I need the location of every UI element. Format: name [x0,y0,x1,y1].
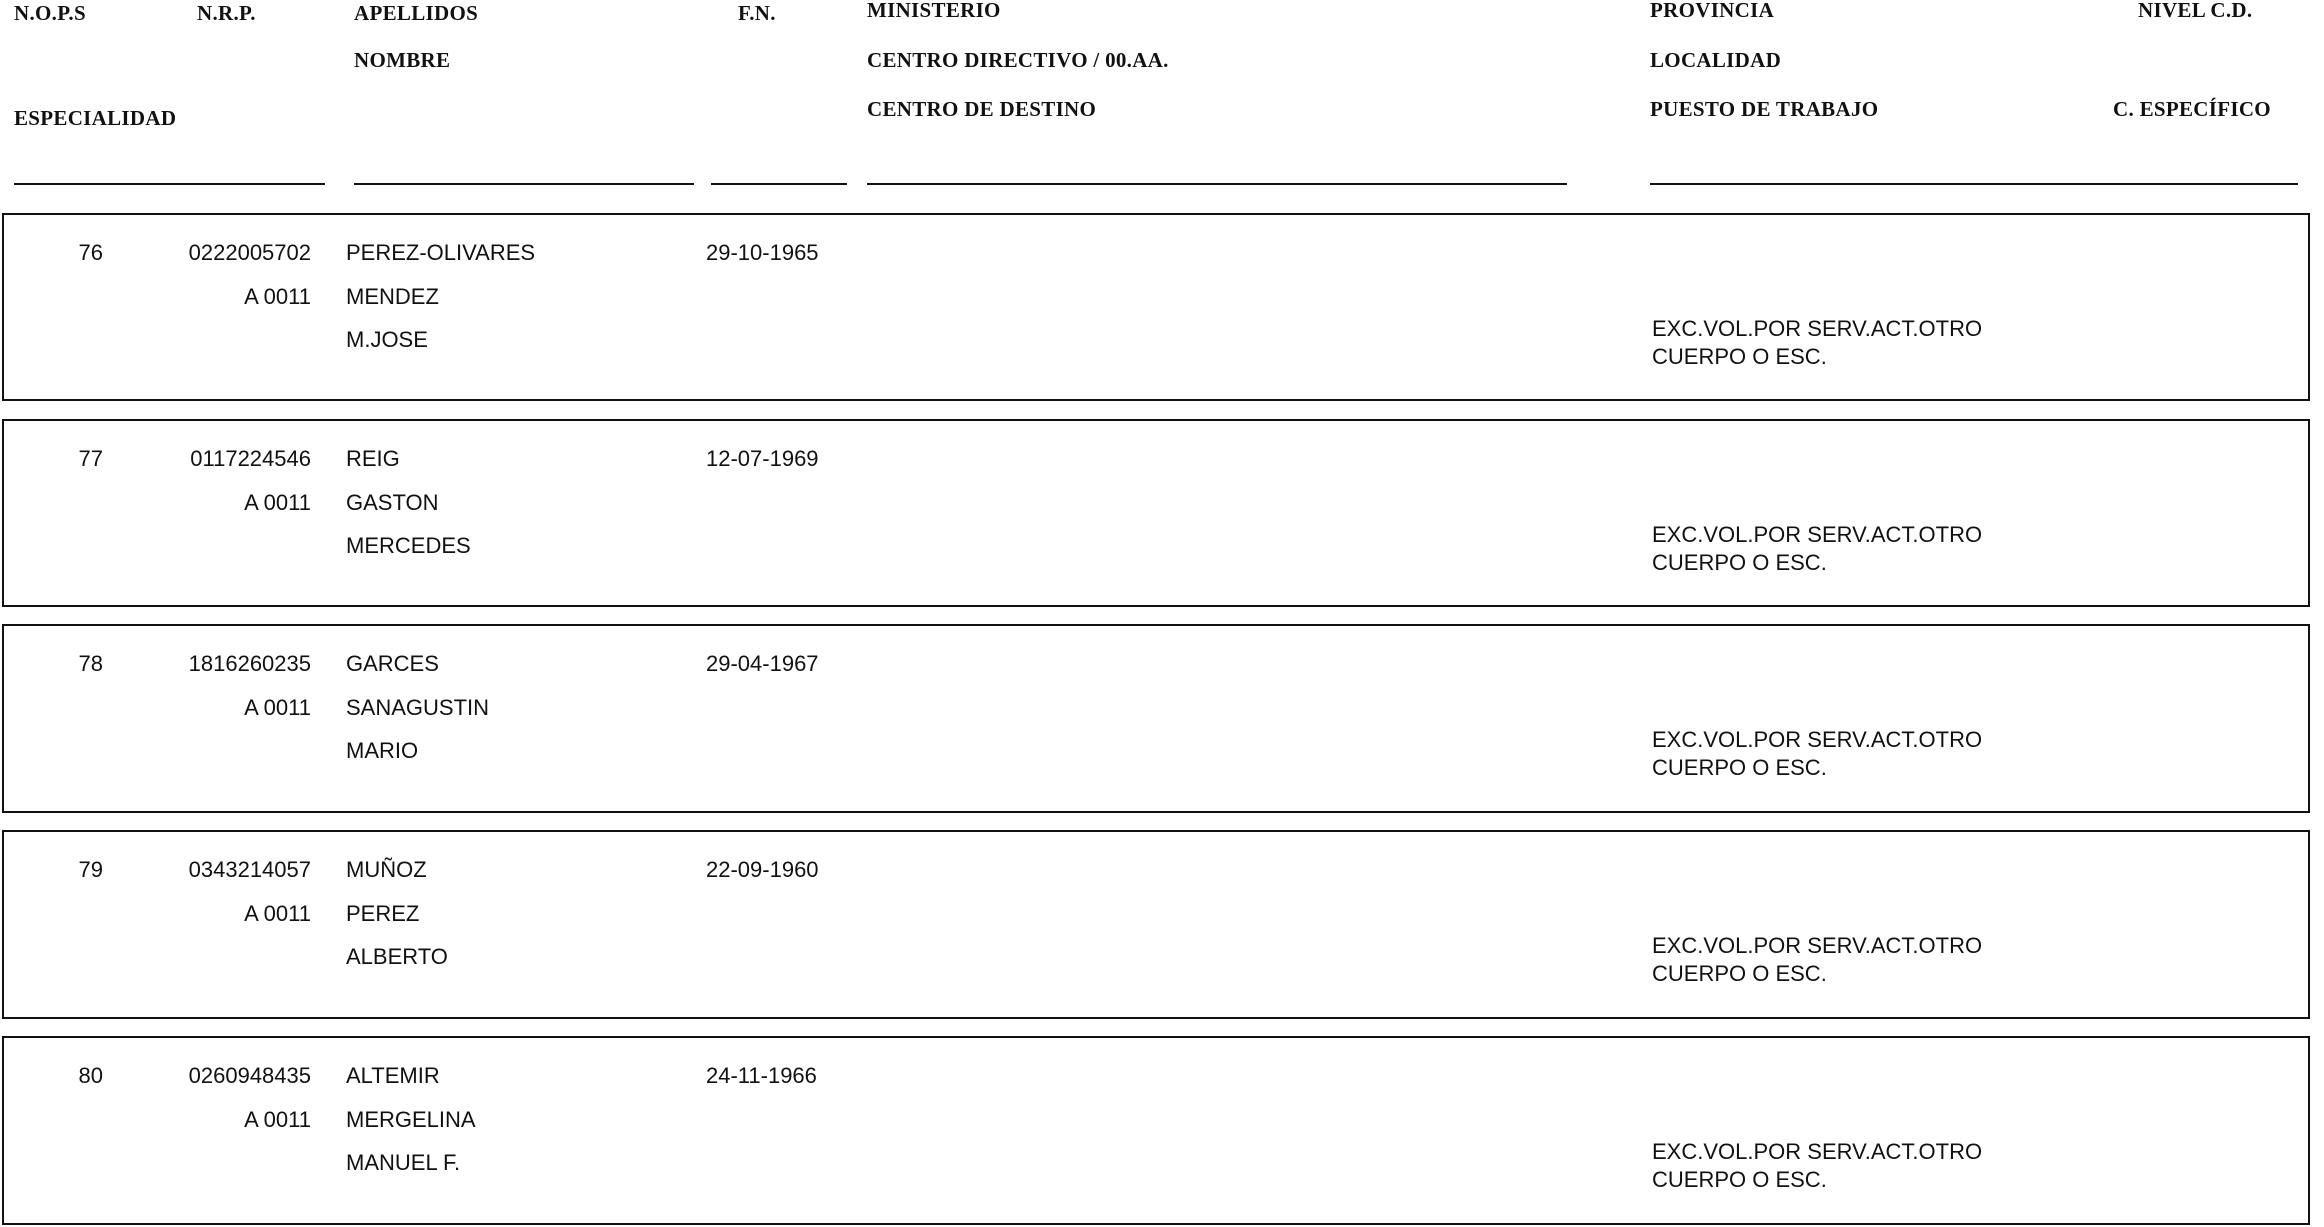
record-fecha-nacimiento: 24-11-1966 [706,1063,817,1088]
header-localidad: LOCALIDAD [1650,48,1782,72]
header-nops: N.O.P.S [14,1,86,25]
record-nombre: M.JOSE [346,327,428,352]
record-nops: 78 [78,651,103,676]
record-nombre: MARIO [346,738,419,763]
header-rule [867,183,1567,185]
record-situacion-line1: EXC.VOL.POR SERV.ACT.OTRO [1652,1139,1983,1164]
record-apellido2: MENDEZ [346,284,439,309]
record-nombre: MERCEDES [346,533,471,558]
record-cuerpo: A 0011 [244,284,311,309]
header-nrp: N.R.P. [197,1,256,25]
record-block [2,1036,2310,1225]
record-nops: 80 [78,1063,103,1088]
header-nivel-cd: NIVEL C.D. [2138,0,2253,22]
record-apellido2: PEREZ [346,901,420,926]
record-situacion-line2: CUERPO O ESC. [1652,344,1827,369]
record-nrp: 0222005702 [188,240,311,265]
record-block [2,419,2310,607]
record-apellido1: GARCES [346,651,439,676]
record-cuerpo: A 0011 [244,490,311,515]
record-situacion [1652,315,1982,371]
record-situacion-line1: EXC.VOL.POR SERV.ACT.OTRO [1652,316,1983,341]
record-apellido1: REIG [346,446,400,471]
record-apellido1: MUÑOZ [346,857,427,882]
record-nrp: 0343214057 [188,857,311,882]
header-nombre: NOMBRE [354,48,451,72]
record-situacion [1652,1138,1982,1194]
record-fecha-nacimiento: 12-07-1969 [706,446,819,471]
record-cuerpo: A 0011 [244,695,311,720]
record-situacion-line1: EXC.VOL.POR SERV.ACT.OTRO [1652,522,1983,547]
record-nops: 76 [78,240,103,265]
header-centro-directivo: CENTRO DIRECTIVO / 00.AA. [867,48,1169,72]
record-cuerpo: A 0011 [244,901,311,926]
record-nrp: 0260948435 [188,1063,311,1088]
header-rule [354,183,694,185]
record-apellido1: PEREZ-OLIVARES [346,240,536,265]
record-situacion [1652,521,1982,577]
record-nrp: 0117224546 [190,446,311,471]
record-situacion [1652,726,1982,782]
record-apellido2: SANAGUSTIN [346,695,490,720]
record-situacion-line1: EXC.VOL.POR SERV.ACT.OTRO [1652,727,1983,752]
header-rule [711,183,847,185]
header-rule [1650,183,2298,185]
record-apellido1: ALTEMIR [346,1063,440,1088]
record-nombre: ALBERTO [346,944,448,969]
record-nops: 77 [78,446,103,471]
record-situacion [1652,932,1982,988]
record-apellido2: GASTON [346,490,439,515]
record-situacion-line2: CUERPO O ESC. [1652,961,1827,986]
record-fecha-nacimiento: 22-09-1960 [706,857,819,882]
record-fecha-nacimiento: 29-10-1965 [706,240,819,265]
header-especialidad: ESPECIALIDAD [14,106,177,130]
record-situacion-line2: CUERPO O ESC. [1652,755,1827,780]
header-provincia: PROVINCIA [1650,0,1775,22]
header-ministerio: MINISTERIO [867,0,1001,22]
record-nrp: 1816260235 [188,651,311,676]
header-fecha-nacimiento: F.N. [738,1,776,25]
header-apellidos: APELLIDOS [354,1,479,25]
record-fecha-nacimiento: 29-04-1967 [706,651,819,676]
record-nombre: MANUEL F. [346,1150,461,1175]
record-cuerpo: A 0011 [244,1107,311,1132]
record-block [2,213,2310,401]
record-apellido2: MERGELINA [346,1107,476,1132]
header-puesto-trabajo: PUESTO DE TRABAJO [1650,97,1879,121]
record-situacion-line2: CUERPO O ESC. [1652,550,1827,575]
header-centro-destino: CENTRO DE DESTINO [867,97,1097,121]
record-block [2,624,2310,813]
record-situacion-line1: EXC.VOL.POR SERV.ACT.OTRO [1652,933,1983,958]
header-rule [14,183,325,185]
record-situacion-line2: CUERPO O ESC. [1652,1167,1827,1192]
record-nops: 79 [78,857,103,882]
record-block [2,830,2310,1019]
header-c-especifico: C. ESPECÍFICO [2113,97,2271,121]
